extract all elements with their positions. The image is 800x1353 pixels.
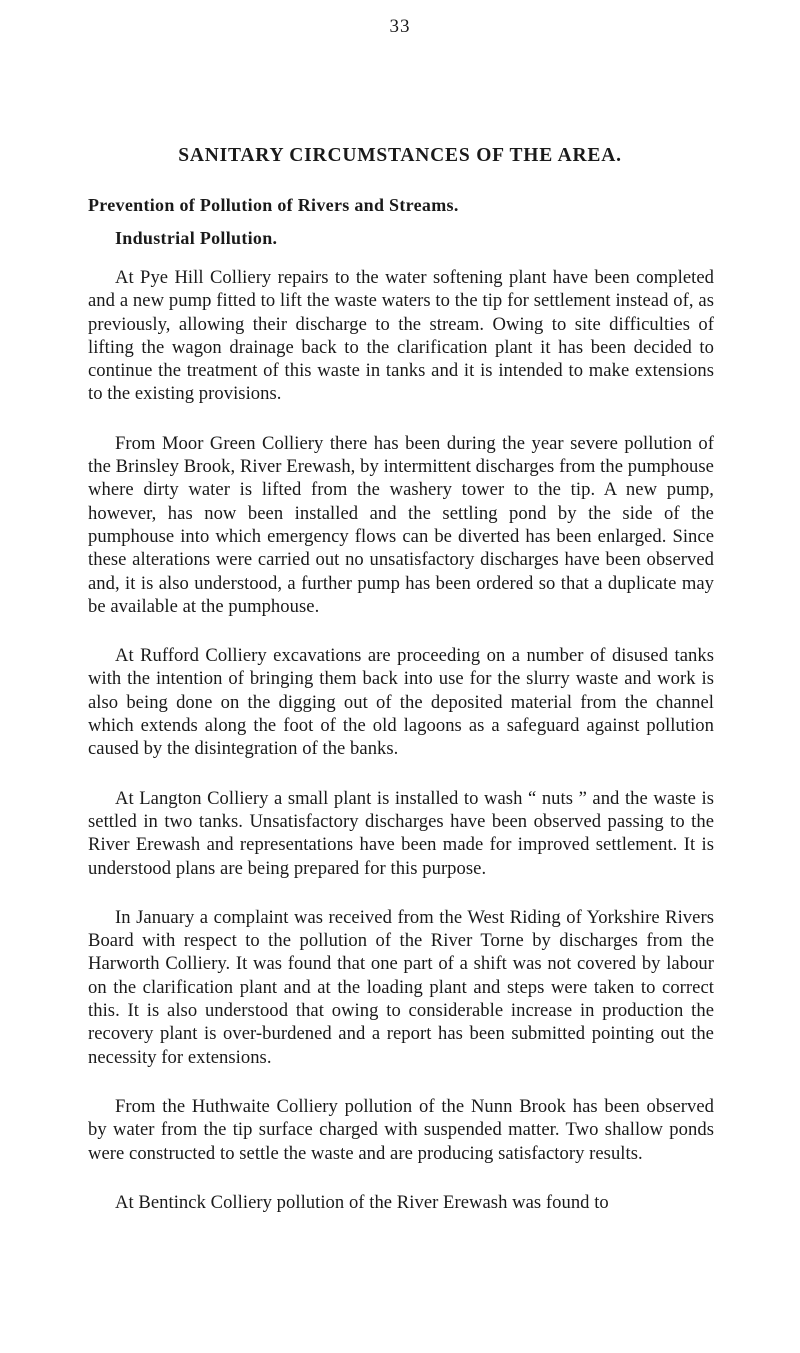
paragraph-langton: At Langton Colliery a small plant is installed to wash “ nuts ” and the waste is settled in two tanks. Unsatisfactory discharges have been observed passing to the River Erewash and representations have been made for improved settlement. It is understood plans are being prepared for this purpose. [88,787,714,879]
paragraph-bentinck: At Bentinck Colliery pollution of the River Erewash was found to [115,1191,609,1213]
section-title: SANITARY CIRCUMSTANCES OF THE AREA. [178,145,622,166]
paragraph-huthwaite: From the Huthwaite Colliery pollution of the Nunn Brook has been observed by water from the tip surface charged with suspended matter. Two shallow ponds were constructed to settle the waste and are producing satisfactory results. [88,1095,714,1164]
paragraph-harworth: In January a complaint was received from the West Riding of Yorkshire Rivers Board with respect to the pollution of the River Torne by discharges from the Harworth Colliery. It was found that one part of a shift was not covered by labour on the clarification plant and at the loading plant and steps were taken to correct this. It is also understood that owing to considerable increase in production the recovery plant is over-burdened and a report has been submitted pointing out the necessity for extensions. [88,906,714,1068]
heading-prevention-of-pollution: Prevention of Pollution of Rivers and Streams. [88,195,459,215]
body-text [88,266,714,1240]
paragraph-moor-green: From Moor Green Colliery there has been during the year severe pollution of the Brinsley Brook, River Erewash, by intermittent discharges from the pumphouse where dirty water is lifted from the washery tower to the tip. A new pump, however, has now been installed and the settling pond by the side of the pumphouse into which emergency flows can be diverted has been enlarged. Since these alterations were carried out no unsatisfactory discharges have been observed and, it is also understood, a further pump has been ordered so that a duplicate may be available at the pumphouse. [88,432,714,617]
paragraph-rufford: At Rufford Colliery excavations are proceeding on a number of disused tanks with the intention of bringing them back into use for the slurry waste and work is also being done on the digging out of the deposited material from the channel which extends along the foot of the old lagoons as a safeguard against pollution caused by the disintegration of the banks. [88,645,714,760]
paragraph-pye-hill: At Pye Hill Colliery repairs to the water softening plant have been completed and a new pump fitted to lift the waste waters to the tip for settlement instead of, as previously, allowing their discharge to the stream. Owing to site difficulties of lifting the wagon drainage back to the clarification plant it has been decided to continue the treatment of this waste in tanks and it is intended to make extensions to the existing provisions. [88,267,714,405]
page-number: 33 [389,16,411,37]
heading-industrial-pollution: Industrial Pollution. [115,228,278,248]
